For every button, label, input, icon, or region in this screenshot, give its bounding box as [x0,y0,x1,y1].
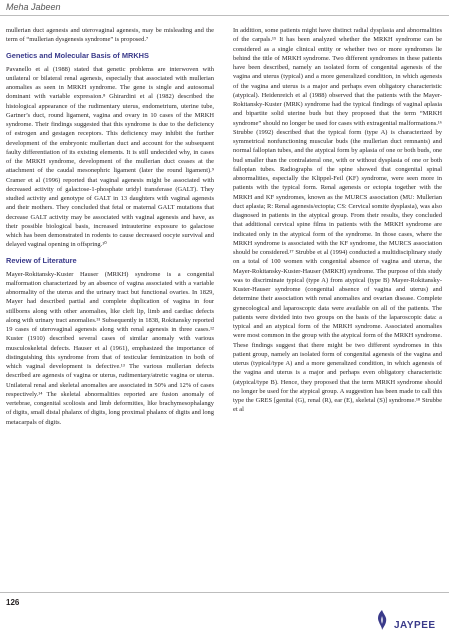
right-column [233,26,442,415]
publisher-logo-text: JAYPEE [394,620,436,631]
review-paragraph: Mayer-Rokitansky-Kuster Hauser (MRKH) syndrome is a congenital malformation characterized by an absence of vagina associated with a variable abnormality of the uterus and the urinary tract but functional ovaries. In 1829, Mayer had described partial and complete duplication of vagina in four stillborns along with other anomalies, like cleft lip, limb and cardiac defects along with urinary tract anomalies.³¹ Subsequently in 1838, Rokitansky reported 19 cases of uterovaginal agenesis along with renal agenesis in three cases.¹² Kuster (1910) described several cases of similar anomaly with various musculoskeletal defects. Hauser et al (1961), emphasized the importance of distinguishing this syndrome from that of testicular feminization in both of which vaginal development is defective.¹³ The various mullerian defects described are agenesis of vagina or uterus, rudimentary/atretic vagina or uterus. Unilateral renal and skeletal anomalies are associated in 50% and 12% of cases respectively.¹⁴ The skeletal abnormalities reported are fusion anomaly of vertebrae, congenital scoliosis and limb deformities, like brachymesophalangy of digits, small distal phalanx of digits, long proximal phalanx of digits and long metacarpals of digits. [6,270,214,426]
section-heading-genetics: Genetics and Molecular Basis of MRKHS [6,50,149,60]
footer-rule [0,592,449,593]
genetics-paragraph: Pavanello et al (1988) stated that genetic problems are interwoven with unilateral or bilateral renal agenesis, especially that associated with mullerian anomalies as seen in MRKH syndrome. The gene is single and autosomal dominant with variable expression.⁸ Ghirardini et al (1982) described the histological appearance of the rudimentary uterus, endometrium, uterine tube, Gartner’s duct, round ligament, vagina and ovary in 10 cases of the MRKH syndrome. Their findings suggested that this syndrome is due to the deficiency of estrogen and gestagen receptors. This deficiency may inhibit the further development of the embryonic mullerian duct and account for the subsequent faulty differentiation of its existing elements. It is still undecided why, in cases of the MRKH syndrome, development of the mullerian duct ceases at the attachment of the caudal mesonephric ligament (later the round ligament).⁹ Cramer et al (1996) reported that vaginal agenesis might be associated with decreased activity of galactose-1-phosphate uridyl transferase (GALT). They studied activity and genotype of GALT in 13 daughters with vaginal agenesis and their mothers. They concluded that fetal or maternal GALT mutations that decrease GALT activity may be associated with vaginal agenesis and have, as their possible biological basis, increased intrauterine exposure to galactose which has been demonstrated in rodents to cause decreased oocyte survival and delayed vaginal opening in offspring.¹⁰ [6,65,214,249]
left-column [6,26,214,427]
publisher-logo [373,604,441,632]
running-head: Meha Jabeen [6,2,61,12]
intro-paragraph: mullerian duct agenesis and uterovaginal agenesis, may be misleading and the term of “mullerian dysgenesis syndrome” is proposed.⁷ [6,27,214,44]
publisher-logo-icon [373,608,391,632]
right-paragraph: In addition, some patients might have distinct radial dysplasia and abnormalities of the carpals.¹⁵ It has been analyzed whether the MRKH syndrome can be considered as a single clinical entity or whether two or more syndromes lie behind the title of MRKH syndrome. Two different syndromes in these patients have been described, namely an isolated form of congenital agenesis of the vagina and uterus (typical) and a more generalized condition, in which agenesis of the vagina and uterus is a major and perhaps even obligatory characteristic (atypical). Heidenreich et al (1988) observed that the patients with the Mayer-Rokitansky-Kuster (MRK) syndrome had the typical findings of vaginal aplasia and bipartite solid uterine buds but they proposed that the term “MRKH syndrome” should no longer be used for cases with extragenital malformations.¹⁶ Strubbe (1992) described that the typical form (type A) is characterized by symmetrical nonfunctioning muscular buds (the mullerian duct remnants) and normal fallopian tubes, and the atypical form by aplasia of one or both buds, one bud smaller than the contralateral one, with or without dysplasia of one or both fallopian tubes. Radiographs of the spine showed that congenital spinal abnormalities, especially the Klippel-Feil (KF) syndrome, were seen more in patients with the typical form. Renal agenesis or ectopia together with the MRKH and KF syndromes, known as the MURCS association (MU: Mullerian duct aplasia; R: Renal agenesis/ectopia; CS: Cervical somite dysplasia), was also diagnosed in patients in the atypical group. From their results, they concluded that additional cervical spine films in patients with the MRKH syndrome are indicated only in the atypical form of the syndrome. In those cases, where the MRKH syndrome is associated with the KF syndrome, the MURCS association should be considered.¹⁷ Strubbe et al (1994) conducted a multidisciplinary study on a total of 100 women with congenital absence of vagina and uterus, the Mayer-Rokitansky-Kuster-Hauser (MRKH) syndrome. The purpose of this study was to discriminate typical (type A) from atypical (type B) Mayer-Rokitansky-Kuster-Hauser syndrome (congenital absence of vagina and uterus) and determine their association with renal anomalies and ovarian disease. Complete gynecological and laparoscopic data were available on all of the patients. The patients were divided into two groups on the basis of the laparoscopic data: a typical and an atypical form of the MRKH syndrome. Associated anomalies were most common in the group with the atypical form of the MRKH syndrome. These findings suggest that there might be two different syndromes in this patient group, namely an isolated form of congenital agenesis of the vagina and uterus (typical/type A) and a more generalized condition, in which agenesis of the vagina and uterus is a major and perhaps even obligatory characteristic (atypical/type B). Hence, they proposed that the term MRKH syndrome should no longer be used for the atypical group. A suggestion has been made to call this type the GRES [genital (G), renal (R), ear (E), skeletal (S)] syndrome.¹⁸ Strubbe et al [233,27,442,414]
header-rule [0,15,449,16]
page-number: 126 [6,598,20,607]
section-heading-review: Review of Literature [6,255,77,265]
